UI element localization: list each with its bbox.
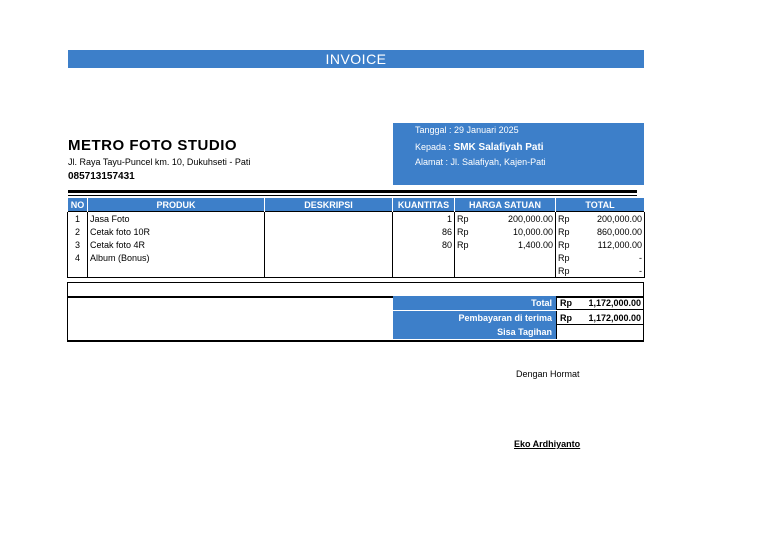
cell-produk: Jasa Foto xyxy=(88,212,265,226)
currency-label: Rp xyxy=(457,226,469,237)
summary-paid-value: 1,172,000.00 xyxy=(588,313,641,323)
recipient-row xyxy=(415,142,544,153)
cell-deskripsi xyxy=(265,212,393,226)
cell-harga xyxy=(455,225,556,238)
currency-label: Rp xyxy=(558,226,570,237)
cell-produk: Cetak foto 4R xyxy=(88,238,265,251)
cell-produk: Album (Bonus) xyxy=(88,251,265,264)
cell-total xyxy=(556,238,645,251)
header-divider-thin xyxy=(68,195,637,196)
date-label: Tanggal : xyxy=(415,125,452,135)
company-phone: 085713157431 xyxy=(68,171,135,182)
items-table xyxy=(67,198,645,278)
currency-label: Rp xyxy=(558,252,570,263)
cell-total-value: 112,000.00 xyxy=(597,239,642,250)
currency-label: Rp xyxy=(560,298,572,308)
currency-label: Rp xyxy=(558,265,570,276)
col-header-deskripsi: DESKRIPSI xyxy=(265,198,393,212)
col-header-no: NO xyxy=(68,198,88,212)
currency-label: Rp xyxy=(558,213,570,224)
summary-total-value: 1,172,000.00 xyxy=(588,298,641,308)
signer-name: Eko Ardhiyanto xyxy=(514,439,581,449)
cell-total-value: - xyxy=(639,252,642,263)
cell-harga xyxy=(455,251,556,264)
summary-total-row xyxy=(393,296,644,310)
summary-total-label: Total xyxy=(393,296,556,310)
cell-no: 2 xyxy=(68,225,88,238)
cell-harga-value: 200,000.00 xyxy=(507,213,553,224)
col-header-kuantitas: KUANTITAS xyxy=(393,198,455,212)
cell-deskripsi xyxy=(265,251,393,264)
table-row xyxy=(68,238,645,251)
currency-label: Rp xyxy=(560,313,572,323)
cell-harga xyxy=(455,238,556,251)
table-row xyxy=(68,264,645,278)
cell-qty xyxy=(393,251,455,264)
summary-paid-row xyxy=(393,311,644,325)
summary-due-row xyxy=(393,325,644,339)
cell-deskripsi xyxy=(265,238,393,251)
cell-total xyxy=(556,251,645,264)
cell-no: 1 xyxy=(68,212,88,226)
cell-qty: 80 xyxy=(393,238,455,251)
table-row xyxy=(68,251,645,264)
cell-deskripsi xyxy=(265,225,393,238)
col-header-total: TOTAL xyxy=(556,198,645,212)
company-name: METRO FOTO STUDIO xyxy=(68,137,238,154)
cell-total-value: 860,000.00 xyxy=(596,226,642,237)
cell-produk: Cetak foto 10R xyxy=(88,225,265,238)
cell-total-value: 200,000.00 xyxy=(596,213,642,224)
col-header-harga: HARGA SATUAN xyxy=(455,198,556,212)
items-header-row xyxy=(68,198,645,212)
cell-qty: 86 xyxy=(393,225,455,238)
cell-no: 4 xyxy=(68,251,88,264)
cell-total xyxy=(556,225,645,238)
col-header-produk: PRODUK xyxy=(88,198,265,212)
address-value: Jl. Salafiyah, Kajen-Pati xyxy=(450,157,546,167)
summary-paid-label: Pembayaran di terima xyxy=(393,311,556,325)
table-row xyxy=(68,212,645,226)
date-row xyxy=(415,125,519,135)
currency-label: Rp xyxy=(457,239,469,250)
cell-produk xyxy=(88,264,265,278)
invoice-info-box xyxy=(393,123,644,185)
cell-total-value: - xyxy=(639,265,642,276)
company-address: Jl. Raya Tayu-Puncel km. 10, Dukuhseti - Pati xyxy=(68,157,251,167)
cell-no xyxy=(68,264,88,278)
header-divider-thick xyxy=(68,190,637,193)
address-row xyxy=(415,157,546,167)
address-label: Alamat : xyxy=(415,157,449,167)
table-row xyxy=(68,225,645,238)
date-value: 29 Januari 2025 xyxy=(454,125,519,135)
cell-qty xyxy=(393,264,455,278)
summary-due-value xyxy=(580,325,644,339)
cell-no: 3 xyxy=(68,238,88,251)
closing-greeting: Dengan Hormat xyxy=(516,369,580,379)
recipient-label: Kepada : xyxy=(415,142,452,152)
currency-label: Rp xyxy=(457,213,469,224)
currency-label: Rp xyxy=(558,239,570,250)
summary-due-label: Sisa Tagihan xyxy=(393,325,556,339)
cell-qty: 1 xyxy=(393,212,455,226)
recipient-value: SMK Salafiyah Pati xyxy=(453,142,544,153)
cell-harga-value: 10,000.00 xyxy=(512,226,553,237)
cell-deskripsi xyxy=(265,264,393,278)
cell-total xyxy=(556,212,645,226)
invoice-title: INVOICE xyxy=(68,50,644,68)
cell-harga-value: 1,400.00 xyxy=(517,239,553,250)
cell-total xyxy=(556,264,645,278)
cell-harga xyxy=(455,212,556,226)
cell-harga xyxy=(455,264,556,278)
